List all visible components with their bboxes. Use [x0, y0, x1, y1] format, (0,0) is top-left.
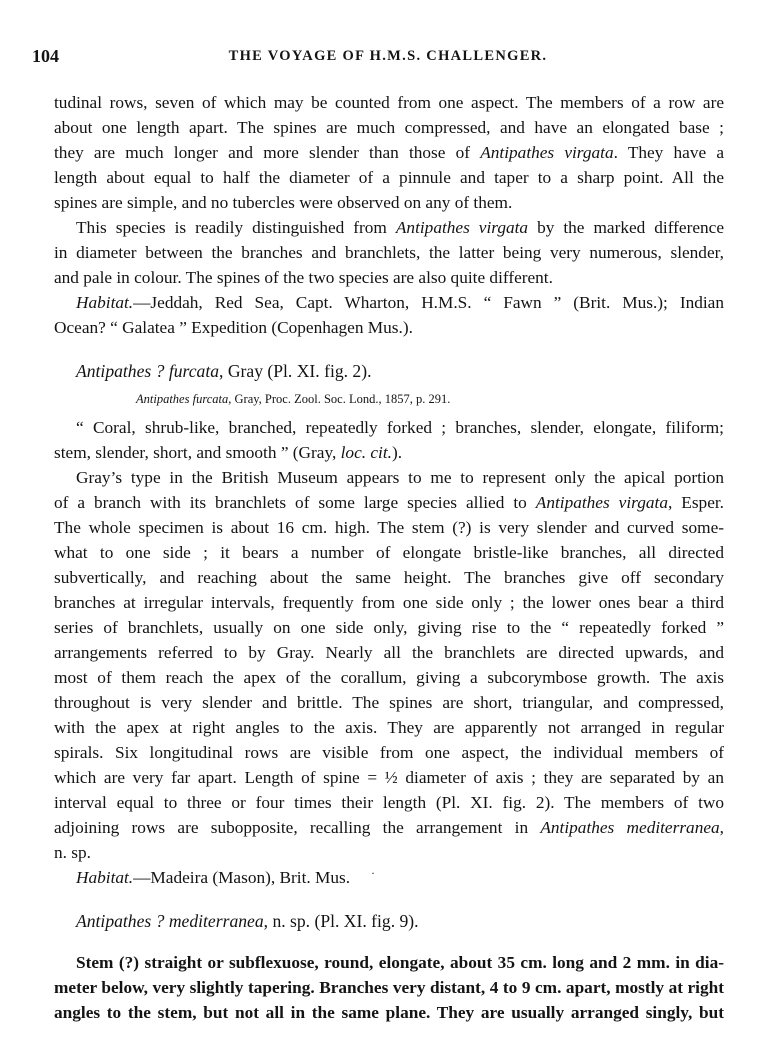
italic-run: Antipathes virgata [395, 218, 529, 237]
italic-run: Antipathes ? furcata [76, 361, 220, 381]
text-line [54, 1000, 724, 1026]
text-run: meter below, very slightly tapering. Branches very distant, 4 to 9 cm. apart, mostly at right [54, 978, 724, 997]
text-line [54, 665, 724, 691]
text-run: , Esper. [667, 493, 724, 512]
text-line [54, 315, 724, 341]
italic-run: loc. cit. [340, 443, 392, 462]
text-run: “ Coral, shrub-like, branched, repeatedly forked ; branches, slender, elongate, filiform; [76, 418, 724, 437]
text-line [54, 265, 724, 291]
text-run: —Madeira (Mason), Brit. Mus. [133, 868, 351, 887]
page-number: 104 [32, 46, 59, 66]
text-line [54, 590, 724, 616]
text-run: , n. sp. (Pl. XI. fig. 9). [263, 911, 419, 931]
italic-run: Antipathes mediterranea [540, 818, 720, 837]
text-line [54, 540, 724, 566]
page-header [32, 46, 744, 72]
text-run: what to one side ; it bears a number of elongate bristle-like branches, all directed [54, 543, 724, 562]
text-run: they are much longer and more slender than those of [54, 143, 481, 162]
text-line [54, 715, 724, 741]
text-line [54, 840, 724, 866]
running-title: THE VOYAGE OF H.M.S. CHALLENGER. [228, 48, 548, 64]
text-run: , [719, 818, 724, 837]
text-run: , Gray (Pl. XI. fig. 2). [219, 361, 372, 381]
text-run: , Gray, Proc. Zool. Soc. Lond., 1857, p. 291. [228, 392, 451, 406]
text-line [54, 740, 724, 766]
text-run: length about equal to half the diameter of a pinnule and taper to a sharp point. All the [54, 168, 724, 187]
text-run: The whole specimen is about 16 cm. high. The stem (?) is very slender and curved some- [54, 518, 724, 537]
text-run: in diameter between the branches and branchlets, the latter being very numerous, slender, [54, 243, 724, 262]
italic-run: Habitat. [76, 293, 134, 312]
species-heading [76, 358, 724, 384]
text-line [54, 490, 724, 516]
text-run: Stem (?) straight or subflexuose, round, elongate, about 35 cm. long and 2 mm. in dia- [76, 953, 724, 972]
text-run: adjoining rows are subopposite, recalling the arrangement in [54, 818, 541, 837]
text-line [54, 190, 724, 216]
quote-line [54, 440, 724, 466]
text-run: n. sp. [54, 843, 91, 862]
text-run: ). [391, 443, 403, 462]
text-line [54, 115, 724, 141]
text-run: spines are simple, and no tubercles were observed on any of them. [54, 193, 513, 212]
text-line [54, 815, 724, 841]
text-run: spirals. Six longitudinal rows are visible from one aspect, the individual members of [54, 743, 724, 762]
text-run: Ocean? “ Galatea ” Expedition (Copenhagen Mus.). [54, 318, 413, 337]
text-run: which are very far apart. Length of spine = ½ diameter of axis ; they are separated by an [54, 768, 724, 787]
text-run: arrangements referred to by Gray. Nearly all the branchlets are directed upwards, and [54, 643, 724, 662]
text-run: about one length apart. The spines are much compressed, and have an elongated base ; [54, 118, 724, 137]
text-line [54, 790, 724, 816]
text-run: branches at irregular intervals, frequently from one side only ; the lower ones bear a third [54, 593, 724, 612]
text-line [54, 765, 724, 791]
text-run: series of branchlets, usually on one side only, giving rise to the “ repeatedly forked ” [54, 618, 724, 637]
text-run: Gray’s type in the British Museum appears to me to represent only the apical portion [76, 468, 724, 487]
text-line [54, 240, 724, 266]
italic-run: Antipathes furcata [136, 392, 229, 406]
text-line [54, 690, 724, 716]
text-run: stem, slender, short, and smooth ” (Gray, [54, 443, 341, 462]
text-run: by the marked difference [528, 218, 724, 237]
italic-run: Antipathes ? mediterranea [76, 911, 264, 931]
italic-run: Antipathes virgata [535, 493, 668, 512]
text-line [54, 565, 724, 591]
synonym-reference [136, 386, 696, 412]
text-run: —Jeddah, Red Sea, Capt. Wharton, H.M.S. “ Fawn ” (Brit. Mus.); Indian [133, 293, 724, 312]
text-line [76, 465, 724, 491]
text-line [54, 140, 724, 166]
habitat-line [76, 865, 724, 891]
text-run: interval equal to three or four times their length (Pl. XI. fig. 2). The members of two [54, 793, 724, 812]
habitat-line [76, 290, 724, 316]
italic-run: Antipathes virgata [480, 143, 614, 162]
text-line [54, 165, 724, 191]
text-run: . They have a [613, 143, 724, 162]
text-line [54, 90, 724, 116]
text-line [54, 515, 724, 541]
text-line [76, 950, 724, 976]
text-line [54, 615, 724, 641]
text-run: of a branch with its branchlets of some large species allied to [54, 493, 536, 512]
text-run: angles to the stem, but not all in the same plane. They are usually arranged singly, but [54, 1003, 724, 1022]
text-run: subvertically, and reaching about the same height. The branches give off secondary [54, 568, 724, 587]
text-run: with the apex at right angles to the axis. They are apparently not arranged in regular [54, 718, 724, 737]
text-run: This species is readily distinguished from [76, 218, 396, 237]
text-line [54, 640, 724, 666]
text-line [76, 215, 724, 241]
italic-run: Habitat. [76, 868, 134, 887]
text-run: throughout is very slender and brittle. The spines are short, triangular, and compressed, [54, 693, 724, 712]
quote-line [76, 415, 724, 441]
print-speck: · [371, 866, 375, 880]
text-run: most of them reach the apex of the corallum, giving a subcorymbose growth. The axis [54, 668, 724, 687]
text-line [54, 975, 724, 1001]
text-run: tudinal rows, seven of which may be counted from one aspect. The members of a row are [54, 93, 724, 112]
text-run: and pale in colour. The spines of the two species are also quite different. [54, 268, 553, 287]
species-heading [76, 908, 724, 934]
